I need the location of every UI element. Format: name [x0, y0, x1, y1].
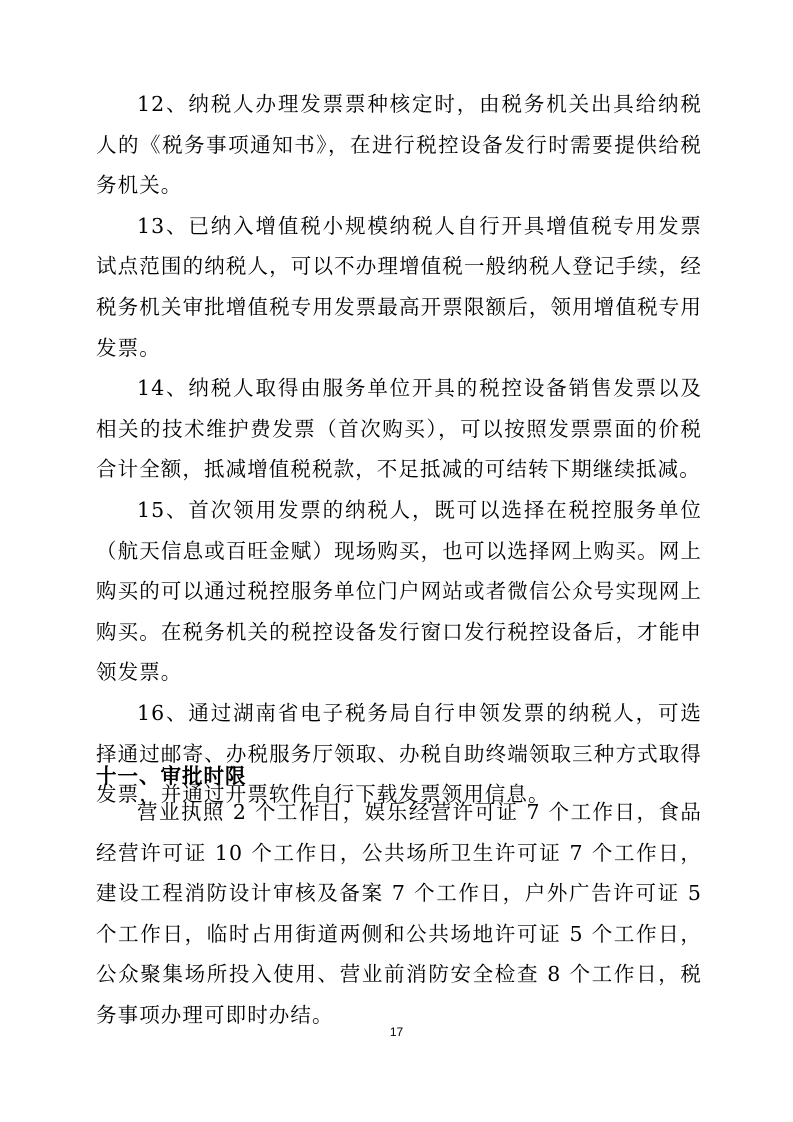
paragraph-12: 12、纳税人办理发票票种核定时，由税务机关出具给纳税人的《税务事项通知书》，在进行税控设备发行时需要提供给税务机关。: [96, 92, 702, 198]
numbered-paragraphs: [96, 84, 702, 815]
section-content: [96, 792, 702, 1036]
paragraph-13: 13、已纳入增值税小规模纳税人自行开具增值税专用发票试点范围的纳税人，可以不办理增值税一般纳税人登记手续，经税务机关审批增值税专用发票最高开票限额后，领用增值税专用发票。: [96, 213, 702, 360]
paragraph-15: 15、首次领用发票的纳税人，既可以选择在税控服务单位（航天信息或百旺金赋）现场购买，也可以选择网上购买。网上购买的可以通过税控服务单位门户网站或者微信公众号实现网上购买。在税务机关的税控设备发行窗口发行税控设备后，才能申领发票。: [96, 497, 702, 685]
paragraph-16: 16、通过湖南省电子税务局自行申领发票的纳税人，可选择通过邮寄、办税服务厅领取、办税自助终端领取三种方式取得发票，并通过开票软件自行下载发票领用信息。: [96, 700, 702, 807]
approval-time-paragraph: 营业执照 2 个工作日，娱乐经营许可证 7 个工作日，食品经营许可证 10 个工作日，公共场所卫生许可证 7 个工作日，建设工程消防设计审核及备案 7 个工作日，户外广告许可证 5 个工作日，临时占用街道两侧和公共场地许可证 5 个工作日，公众聚集场所投入使用、营业前消防安全检查 8 个工作日，税务事项办理可即时办结。: [96, 800, 702, 1027]
section-heading: 十一、审批时限: [96, 764, 247, 788]
paragraph-14: 14、纳税人取得由服务单位开具的税控设备销售发票以及相关的技术维护费发票（首次购买），可以按照发票票面的价税合计全额，抵减增值税税款，不足抵减的可结转下期继续抵减。: [96, 376, 702, 482]
page-number: 17: [389, 1025, 404, 1039]
